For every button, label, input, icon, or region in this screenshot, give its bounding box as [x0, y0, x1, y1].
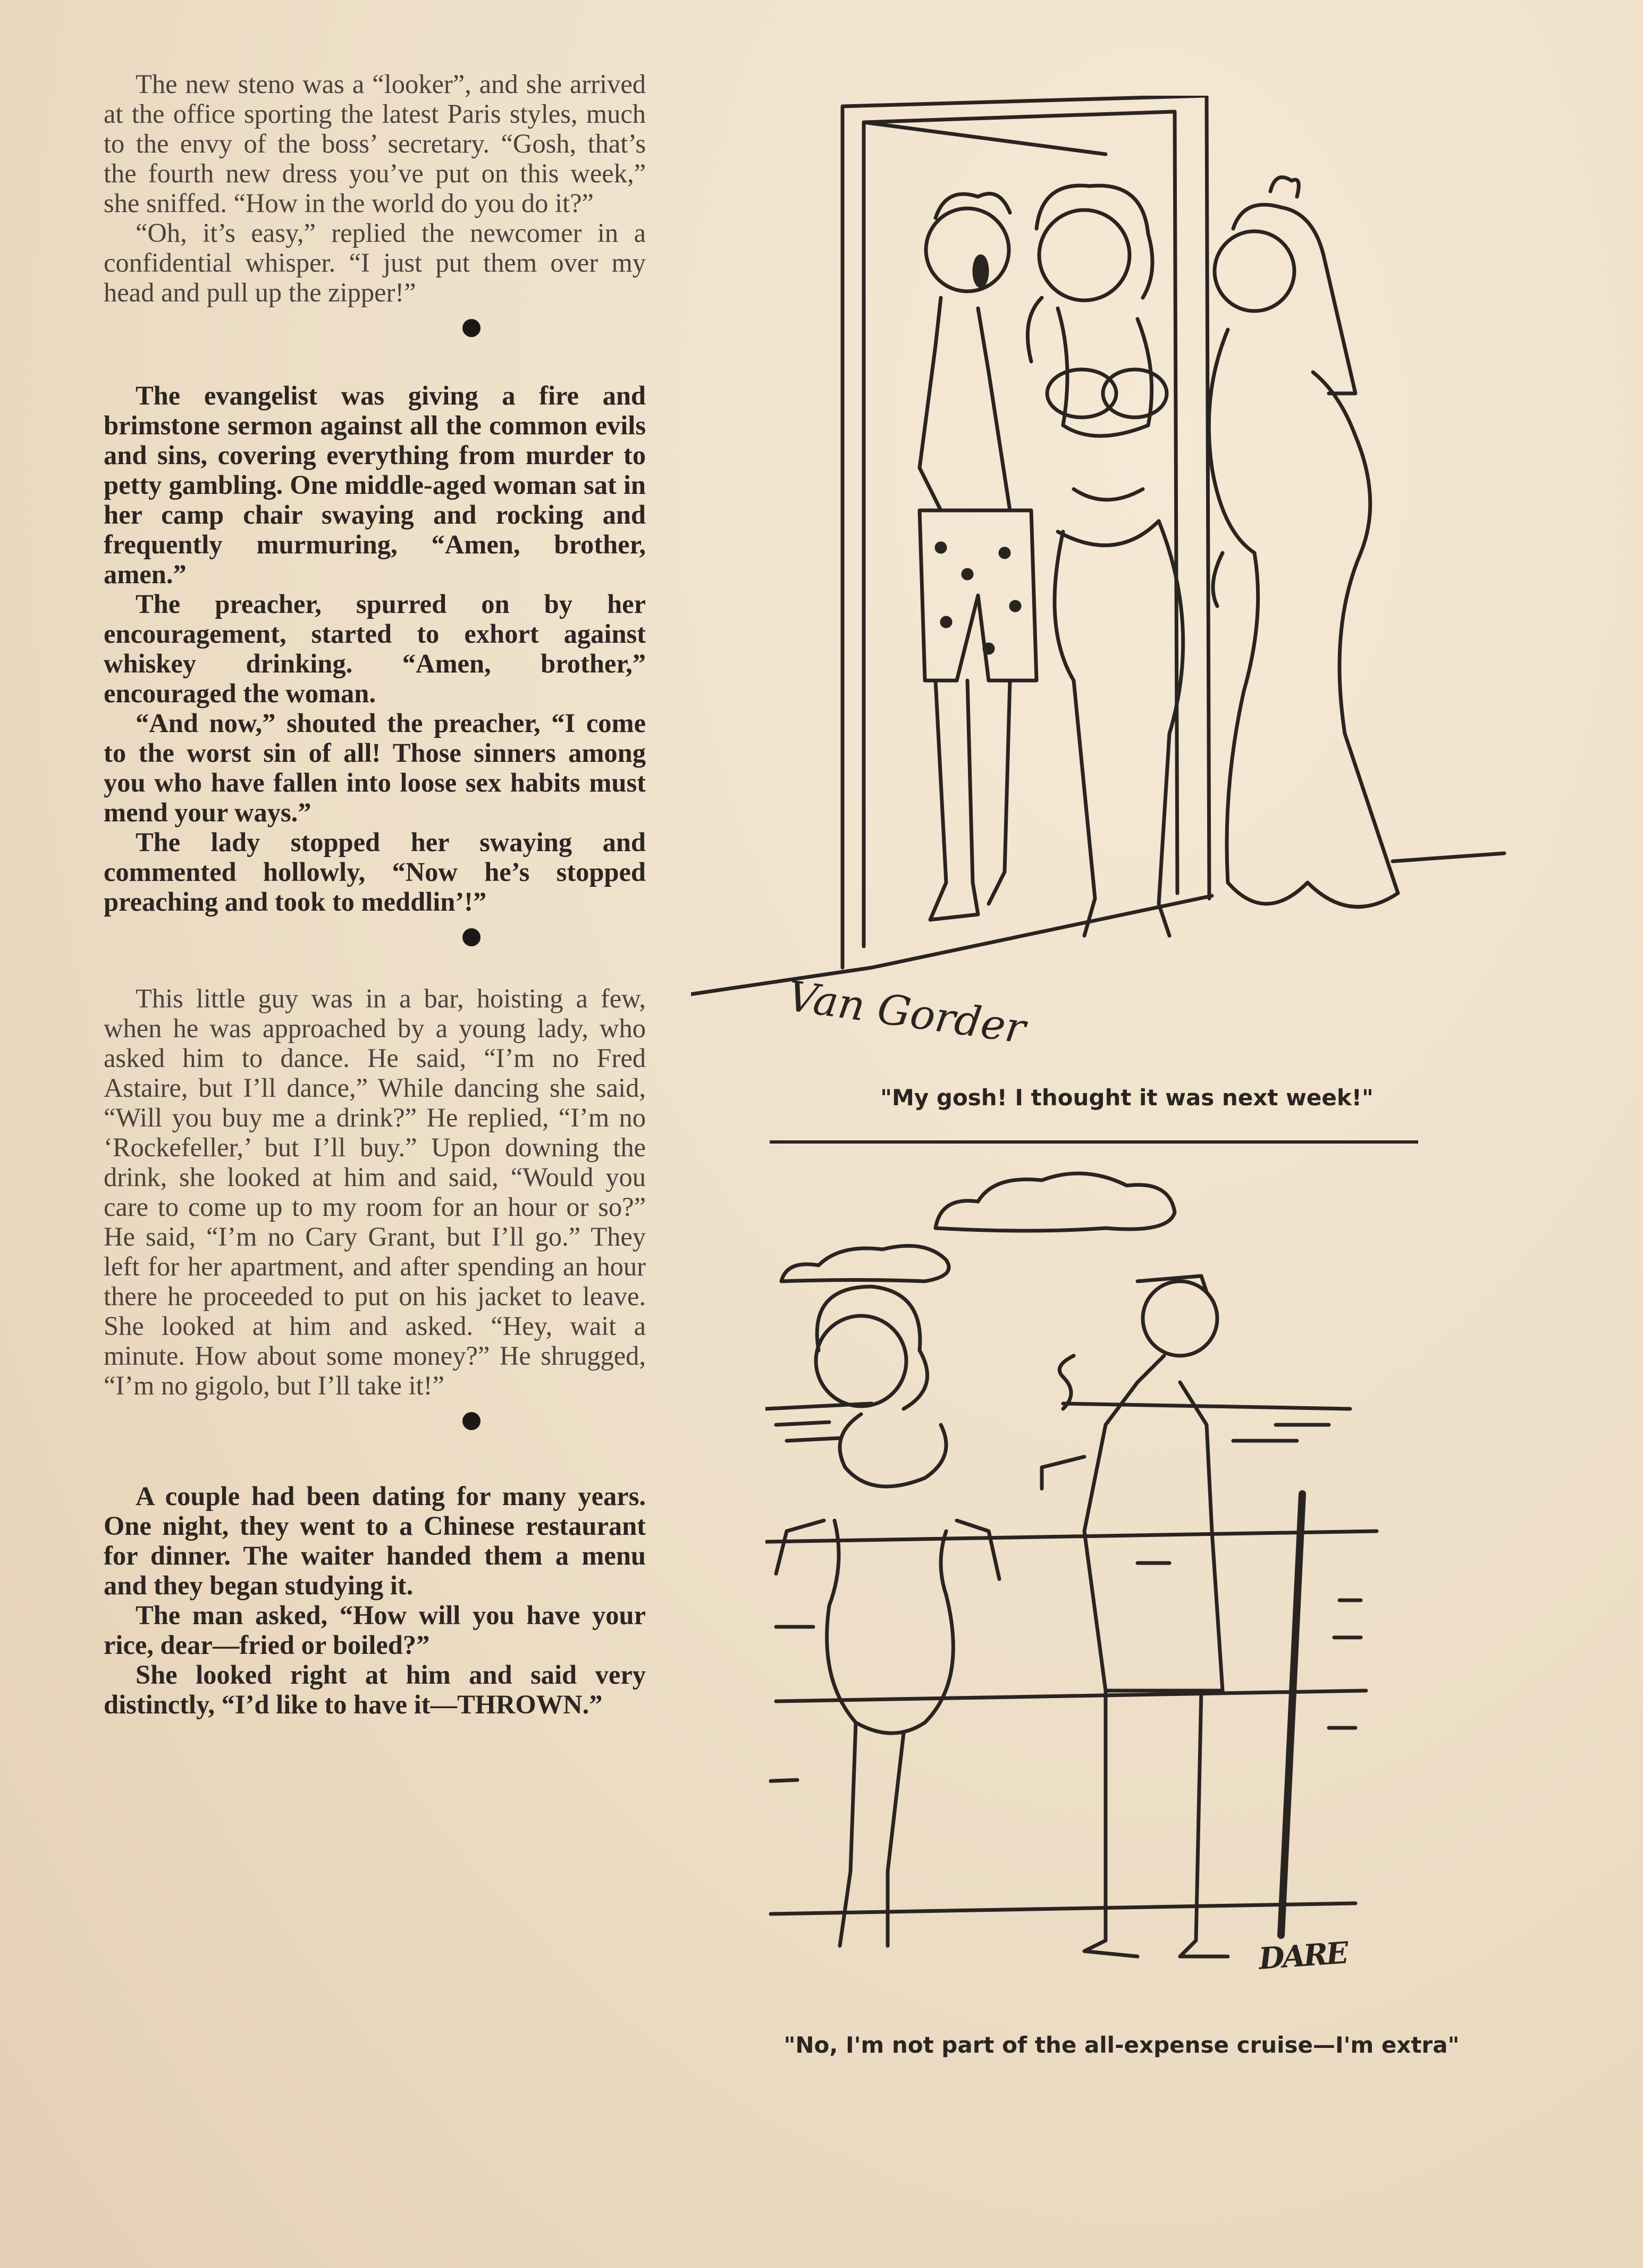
- joke-paragraph: “Oh, it’s easy,” replied the newcomer in a confidential whisper. “I just put them over my head and pull up the zipper!”: [104, 218, 646, 307]
- joke-paragraph: The new steno was a “looker”, and she arrived at the office sporting the latest Paris styles, much to the envy of the boss’ secretary. “Gosh, that’s the fourth new dress you’ve put on this week,” she sniffed. “How in the world do you do it?”: [104, 69, 646, 218]
- section-bullet: [462, 319, 481, 337]
- joke-paragraph: She looked right at him and said very distinctly, “I’d like to have it—THROWN.”: [104, 1660, 646, 1719]
- joke-steno: [104, 69, 646, 307]
- joke-paragraph: The man asked, “How will you have your rice, dear—fried or boiled?”: [104, 1600, 646, 1660]
- section-bullet: [462, 1412, 481, 1430]
- joke-paragraph: The preacher, spurred on by her encouragement, started to exhort against whiskey drinking. “Amen, brother,” encouraged the woman.: [104, 589, 646, 708]
- joke-paragraph: This little guy was in a bar, hoisting a few, when he was approached by a young lady, who asked him to dance. He said, “I’m no Fred Astaire, but I’ll dance,” While dancing she said, “Will you buy me a drink?” He replied, “I’m no ‘Rockefeller,’ but I’ll buy.” Upon downing the drink, she looked at him and said, “Would you care to come up to my room for an hour or so?” He said, “I’m no Cary Grant, but I’ll go.” They left for her apartment, and after spending an hour there he proceeded to put on his jacket to leave. She looked at him and asked. “Hey, wait a minute. How about some money?” He shrugged, “I’m no gigolo, but I’ll take it!”: [104, 984, 646, 1400]
- joke-paragraph: The lady stopped her swaying and commented hollowly, “Now he’s stopped preaching and took to meddlin’!”: [104, 827, 646, 917]
- jokes-column: [104, 69, 646, 1719]
- joke-evangelist: [104, 381, 646, 917]
- section-bullet: [462, 928, 481, 946]
- cartoonist-signature: DARE: [1257, 1935, 1348, 1977]
- cartoon-cruise-scene: [765, 1159, 1409, 2015]
- divider: [770, 1140, 1418, 1144]
- cartoon-caption: "No, I'm not part of the all-expense cruise—I'm extra": [783, 2032, 1460, 2058]
- joke-paragraph: The evangelist was giving a fire and brimstone sermon against all the common evils and sins, covering everything from murder to petty gambling. One middle-aged woman sat in her camp chair swaying and rocking and frequently murmuring, “Amen, brother, amen.”: [104, 381, 646, 589]
- joke-paragraph: A couple had been dating for many years. One night, they went to a Chinese restaurant for dinner. The waiter handed them a menu and they began studying it.: [104, 1481, 646, 1600]
- cartoon-door-scene: [691, 96, 1520, 1085]
- joke-little-guy: [104, 984, 646, 1400]
- joke-chinese-restaurant: [104, 1481, 646, 1719]
- cartoonist-signature: Van Gorder: [784, 972, 1029, 1053]
- joke-paragraph: “And now,” shouted the preacher, “I come to the worst sin of all! Those sinners among you who have fallen into loose sex habits must mend your ways.”: [104, 708, 646, 827]
- cartoon-caption: "My gosh! I thought it was next week!": [880, 1085, 1374, 1111]
